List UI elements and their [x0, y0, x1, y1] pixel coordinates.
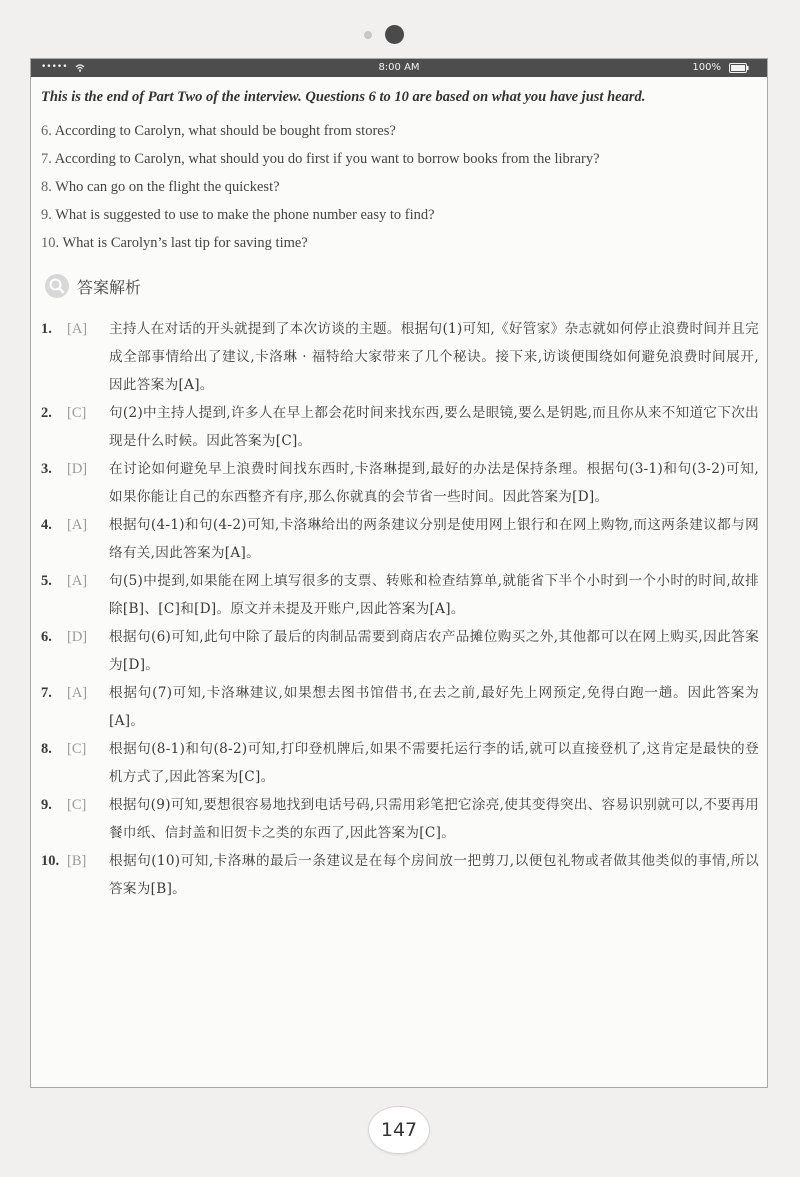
question-text: Who can go on the flight the quickest? [55, 179, 280, 195]
question-text: According to Carolyn, what should you do first if you want to borrow books from the library? [54, 151, 600, 167]
question-item [41, 145, 759, 173]
answer-analysis-heading [41, 271, 759, 301]
answer-explanation: 根据句(7)可知,卡洛琳建议,如果想去图书馆借书,在去之前,最好先上网预定,免得白跑一趟。因此答案为[A]。 [109, 685, 759, 729]
answer-item [41, 567, 759, 623]
answer-key: [B] [67, 853, 87, 869]
answer-key: [A] [67, 685, 88, 701]
answer-explanation: 主持人在对话的开头就提到了本次访谈的主题。根据句(1)可知,《好管家》杂志就如何停止浪费时间并且完成全部事情给出了建议,卡洛琳 · 福特给大家带来了几个秘诀。接下来,访谈便围绕如何避免浪费时间展开,因此答案为[A]。 [109, 321, 759, 393]
answer-key: [D] [67, 461, 88, 477]
answer-key: [C] [67, 797, 87, 813]
answer-explanation: 在讨论如何避免早上浪费时间找东西时,卡洛琳提到,最好的办法是保持条理。根据句(3-1)和句(3-2)可知,如果你能让自己的东西整齐有序,那么你就真的会节省一些时间。因此答案为[D]。 [109, 461, 759, 505]
page-number: 147 [368, 1106, 430, 1154]
answer-item [41, 455, 759, 511]
magnifier-icon [45, 274, 69, 298]
answer-number: 10. [41, 853, 60, 869]
answer-item [41, 735, 759, 791]
question-number: 10. [41, 235, 60, 251]
answer-number: 9. [41, 797, 52, 813]
answer-explanation: 根据句(4-1)和句(4-2)可知,卡洛琳给出的两条建议分别是使用网上银行和在网上购物,而这两条建议都与网络有关,因此答案为[A]。 [109, 517, 759, 561]
answer-item [41, 399, 759, 455]
answer-key: [A] [67, 321, 88, 337]
answer-key: [A] [67, 573, 88, 589]
answer-item [41, 511, 759, 567]
answer-number: 4. [41, 517, 52, 533]
question-number: 8. [41, 179, 52, 195]
bezel-sensor-dot [364, 31, 372, 39]
answer-item [41, 315, 759, 399]
question-item [41, 229, 759, 257]
page-content [41, 89, 759, 903]
question-item [41, 201, 759, 229]
answer-item [41, 791, 759, 847]
answer-number: 1. [41, 321, 52, 337]
question-number: 9. [41, 207, 52, 223]
answer-number: 2. [41, 405, 52, 421]
answer-explanation: 根据句(10)可知,卡洛琳的最后一条建议是在每个房间放一把剪刀,以便包礼物或者做其他类似的事情,所以答案为[B]。 [109, 853, 759, 897]
answer-item [41, 623, 759, 679]
question-text: What is suggested to use to make the phone number easy to find? [55, 207, 435, 223]
device-screen [30, 58, 768, 1088]
answer-number: 5. [41, 573, 52, 589]
status-time: 8:00 AM [378, 62, 420, 73]
signal-strength-icon: ••••• [41, 62, 68, 72]
question-number: 6. [41, 123, 52, 139]
answer-number: 7. [41, 685, 52, 701]
camera-icon [385, 25, 404, 44]
question-number: 7. [41, 151, 52, 167]
question-text: What is Carolyn’s last tip for saving time? [62, 235, 308, 251]
answer-list [41, 315, 759, 903]
battery-icon [729, 63, 749, 73]
battery-percentage: 100% [692, 62, 721, 73]
answer-item [41, 847, 759, 903]
answer-key: [D] [67, 629, 88, 645]
answer-number: 3. [41, 461, 52, 477]
question-list [41, 117, 759, 257]
answer-number: 8. [41, 741, 52, 757]
question-text: According to Carolyn, what should be bought from stores? [54, 123, 396, 139]
answer-explanation: 句(5)中提到,如果能在网上填写很多的支票、转账和检查结算单,就能省下半个小时到一个小时的时间,故排除[B]、[C]和[D]。原文并未提及开账户,因此答案为[A]。 [109, 573, 759, 617]
answer-key: [C] [67, 741, 87, 757]
answer-key: [A] [67, 517, 88, 533]
question-item [41, 117, 759, 145]
answer-item [41, 679, 759, 735]
answer-number: 6. [41, 629, 52, 645]
answer-explanation: 句(2)中主持人提到,许多人在早上都会花时间来找东西,要么是眼镜,要么是钥匙,而且你从来不知道它下次出现是什么时候。因此答案为[C]。 [109, 405, 759, 449]
status-bar [31, 59, 767, 77]
answer-explanation: 根据句(8-1)和句(8-2)可知,打印登机牌后,如果不需要托运行李的话,就可以直接登机了,这肯定是最快的登机方式了,因此答案为[C]。 [109, 741, 759, 785]
answer-key: [C] [67, 405, 87, 421]
answer-explanation: 根据句(9)可知,要想很容易地找到电话号码,只需用彩笔把它涂亮,使其变得突出、容易识别就可以,不要再用餐巾纸、信封盖和旧贺卡之类的东西了,因此答案为[C]。 [109, 797, 759, 841]
question-item [41, 173, 759, 201]
part-intro: This is the end of Part Two of the interview. Questions 6 to 10 are based on what you have just heard. [41, 89, 646, 105]
answer-explanation: 根据句(6)可知,此句中除了最后的肉制品需要到商店农产品摊位购买之外,其他都可以在网上购买,因此答案为[D]。 [109, 629, 759, 673]
section-title: 答案解析 [77, 277, 142, 297]
